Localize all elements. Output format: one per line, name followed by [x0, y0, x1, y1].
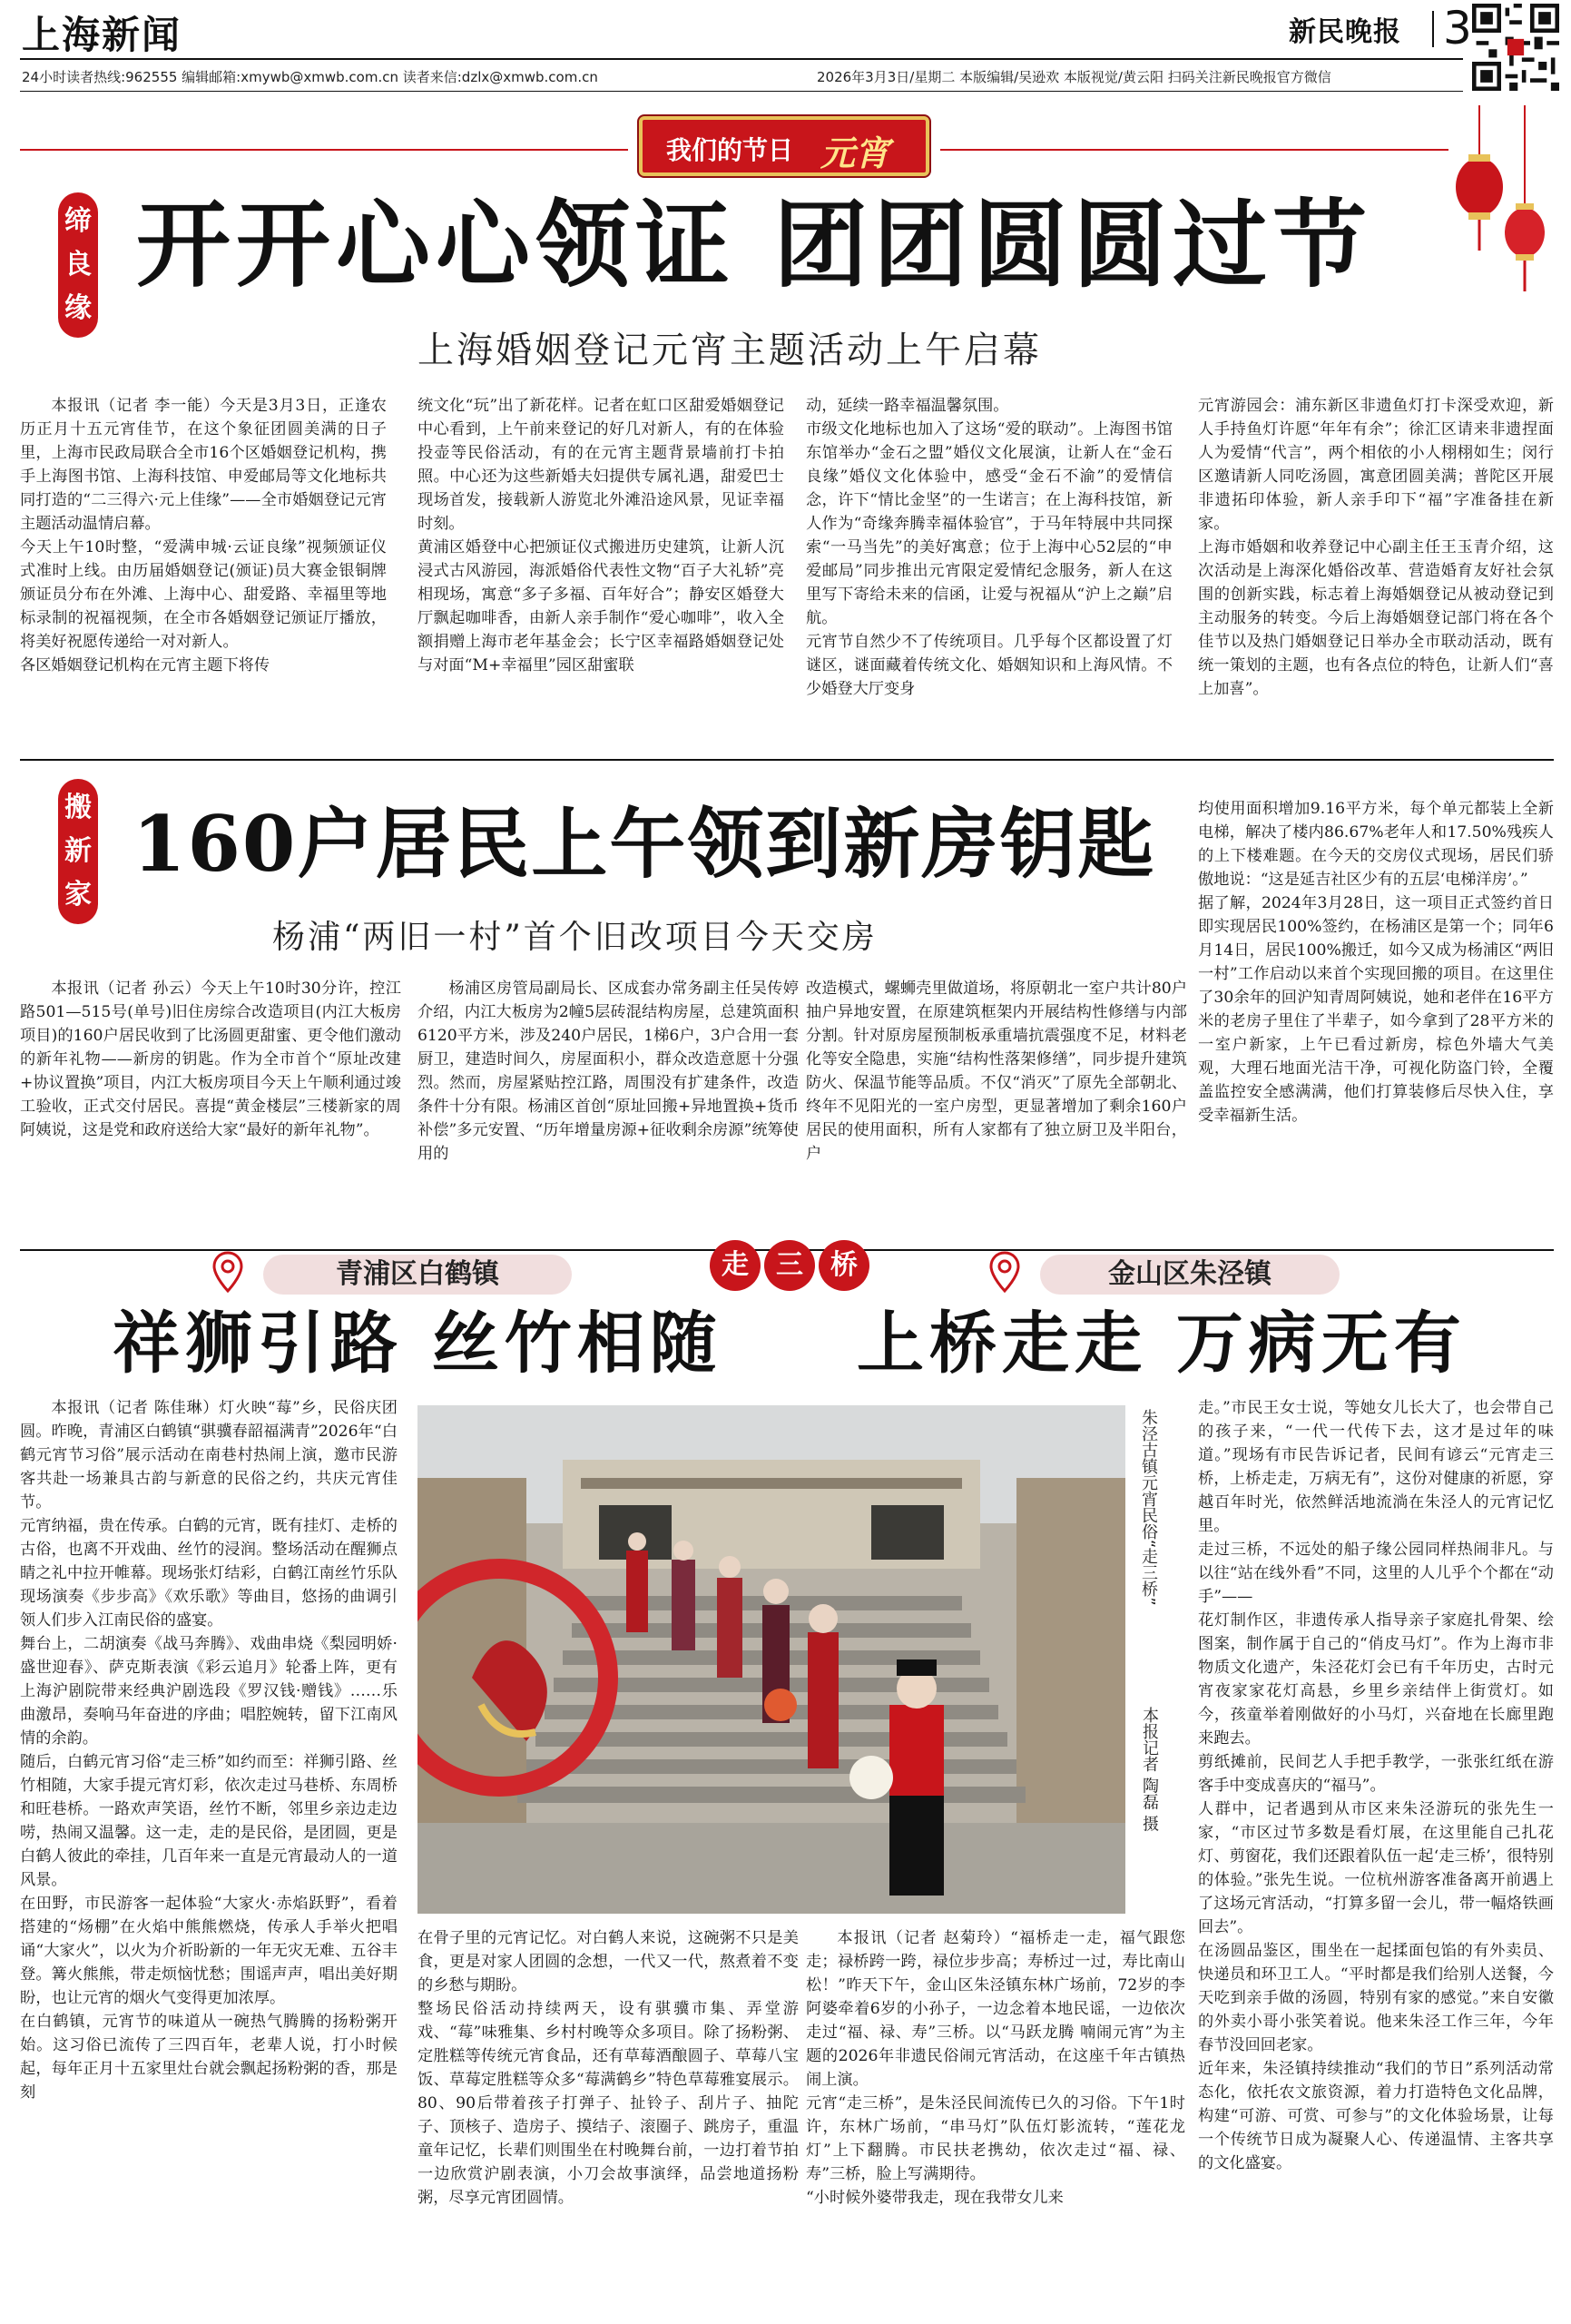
festival-photo-image	[417, 1405, 1125, 1914]
story-tag-char: 缘	[64, 292, 92, 324]
bridge-tag-char: 三	[764, 1240, 815, 1291]
story1-col4-text: 元宵游园会：浦东新区非遗鱼灯打卡深受欢迎，新人手持鱼灯许愿“年年有余”；徐汇区请来非遗捏面人为爱情“代言”，两个相依的小人栩栩如生；闵行区邀请新人同吃汤圆，寓意团圆美满；普陀区开展非遗拓印体验，新人亲手印下“福”字准备挂在新家。 上海市婚姻和收养登记中心副主任王玉青介绍，这次活动是上海深化婚俗改革、营造婚育友好社会氛围的创新实践，标志着上海婚姻登记从被动登记到主动服务的转变。今后上海婚姻登记部门将在各个佳节以及热门婚姻登记日举办全市联动活动，既有统一策划的主题，也有各点位的特色，让新人们“喜上加喜”。	[1198, 397, 1554, 698]
story3-right-col2-text: 走。”市民王女士说，等她女儿长大了，也会带自己的孩子来，“一代一代传下去，这才是过年的味道。”现场有市民告诉记者，民间有谚云“元宵走三桥，上桥走走，万病无有”，这份对健康的祈愿，穿越百年时光，依然鲜活地流淌在朱泾人的元宵记忆里。 走过三桥，不远处的船子缘公园同样热闹非凡。与以往“站在线外看”不同，这里的人儿乎个个都在“动手”—— 花灯制作区，非遗传承人指导亲子家庭扎骨架、绘图案，制作属于自己的“俏皮马灯”。作为上海市非物质文化遗产，朱泾花灯会已有千年历史，古时元宵夜家家花灯高悬，乡里乡亲结伴上街赏灯。如今，孩童举着刚做好的小马灯，兴奋地在长廊里跑来跑去。 剪纸摊前，民间艺人手把手教学，一张张红纸在游客手中变成喜庆的“福马”。 人群中，记者遇到从市区来朱泾游玩的张先生一家，“市区过节多数是看灯展，在这里能自己扎花灯、剪窗花，我们还跟着队伍一起‘走三桥’，很特别的体验。”张先生说。一位杭州游客准备离开前遇上了这场元宵活动，“打算多留一会儿，带一幅烙铁画回去”。 在汤圆品鉴区，围坐在一起揉面包馅的有外卖员、快递员和环卫工人。“平时都是我们给别人送餐，今天吃到亲手做的汤圆，特别有家的感觉。”来自安徽的外卖小哥小张笑着说。他来朱泾工作三年，今年春节没回回老家。 近年来，朱泾镇持续推动“我们的节日”系列活动常态化，依托农文旅资源，着力打造特色文化品牌，构建“可游、可赏、可参与”的文化体验场景，让每一个传统节日成为凝聚人心、传递温情、主客共享的文化盛宴。	[1198, 1399, 1554, 2172]
story2-col4	[1198, 797, 1554, 1240]
story1-col2	[417, 394, 784, 748]
banner-rule	[940, 149, 1448, 151]
bridge-tag	[710, 1233, 869, 1298]
story2-col3	[806, 977, 1187, 1240]
photo-credit: 本报记者 陶磊 摄	[1140, 1707, 1159, 1832]
qr-code-icon[interactable]	[1472, 4, 1559, 91]
location-pin-icon	[989, 1251, 1020, 1293]
location-label-right: 金山区朱泾镇	[1040, 1255, 1340, 1295]
story3-mid-col-text: 在骨子里的元宵记忆。对白鹤人来说，这碗粥不只是美食，更是对家人团圆的念想，一代又一代，熬煮着不变的乡愁与期盼。 整场民俗活动持续两天，设有骐骥市集、弄堂游戏、“莓”味雅集、乡村村晚等众多项目。除了扬粉粥、定胜糕等传统元宵食品，还有草莓酒酿圆子、草莓八宝饭、草莓定胜糕等众多“莓满鹤乡”特色草莓雅宴展示。80、90后带着孩子打弹子、扯铃子、刮片子、抽陀子、顶核子、造房子、摸结子、滚圈子、跳房子，重温童年记忆，长辈们则围坐在村晚舞台前，一边打着节拍一边欣赏沪剧表演，小刀会故事演绎，品尝地道扬粉粥，尽享元宵团圆情。	[417, 1929, 799, 2207]
story3-left-headline: 祥狮引路 丝竹相随	[113, 1305, 722, 1383]
story1-col2-text: 统文化“玩”出了新花样。记者在虹口区甜爱婚姻登记中心看到，上午前来登记的好几对新人，有的在体验投壶等民俗活动，有的在元宵主题背景墙前打卡拍照。中心还为这些新婚夫妇提供专属礼遇，甜爱巴士现场首发，接载新人游览北外滩沿途风景，见证幸福时刻。 黄浦区婚登中心把颁证仪式搬进历史建筑，让新人沉浸式古风游园，海派婚俗代表性文物“百子大礼轿”亮相现场，寓意“多子多福、百年好合”；静安区婚登大厅飘起咖啡香，由新人亲手制作“爱心咖啡”，收入全额捐赠上海市老年基金会；长宁区幸福路婚姻登记处与对面“M+幸福里”园区甜蜜联	[417, 397, 784, 675]
banner-label: 我们的节日	[666, 135, 794, 165]
story1-col3	[806, 394, 1173, 748]
story3-left-col	[20, 1396, 398, 2313]
story-tag-char: 搬	[64, 792, 92, 823]
masthead-bottom-rule	[20, 91, 1463, 92]
story1-headline: 开开心心领证 团团圆圆过节	[136, 190, 1373, 300]
location-pin-icon	[212, 1251, 243, 1293]
story-tag-marriage	[58, 192, 98, 338]
banner-rule	[20, 149, 628, 151]
story1-subhead: 上海婚姻登记元宵主题活动上午启幕	[417, 330, 1042, 371]
story2-col4-text: 均使用面积增加9.16平方米，每个单元都装上全新电梯，解决了楼内86.67%老年人和17.50%残疾人的上下楼难题。在今天的交房仪式现场，居民们骄傲地说：“这是延吉社区少有的五层‘电梯洋房’。” 据了解，2024年3月28日，这一项目正式签约首日即实现居民100%签约，在杨浦区是第一个；同年6月14日，居民100%搬迁，如今又成为杨浦区“两旧一村”工作启动以来首个实现回搬的项目。在这里住了30余年的回沪知青周阿姨说，她和老伴在16平方米的老房子里住了半辈子，如今拿到了28平方米的一室户新家，上午已看过新房，棕色外墙大气美观，大理石地面光洁干净，可视化防盗门铃，全覆盖监控安全感满满，他们打算装修后尽快入住，享受幸福新生活。	[1198, 800, 1554, 1125]
festival-photo	[417, 1405, 1125, 1914]
photo-caption: 朱泾古镇元宵民俗“走三桥”	[1139, 1409, 1158, 1606]
bridge-tag-char: 桥	[819, 1240, 869, 1291]
banner-festival: 元宵	[820, 133, 890, 173]
story1-col4	[1198, 394, 1554, 748]
story2-headline: 160户居民上午领到新房钥匙	[133, 799, 1156, 889]
reader-hotline: 24小时读者热线:962555 编辑邮箱:xmywb@xmwb.com.cn 读者来信:dzlx@xmwb.com.cn	[22, 69, 598, 85]
masthead	[0, 0, 1571, 91]
story3-mid-col	[417, 1926, 799, 2315]
story-tag-char: 缔	[64, 205, 92, 237]
story2-subhead: 杨浦“两旧一村”首个旧改项目今天交房	[272, 919, 878, 956]
story3-right-col2	[1198, 1396, 1554, 2315]
story-tag-char: 新	[64, 835, 92, 867]
story2-col2-text: 杨浦区房管局副局长、区成套办常务副主任吴传婷介绍，内江大板房为2幢5层砖混结构房屋，总建筑面积6120平方米，涉及240户居民，1梯6户，3户合用一套厨卫，建造时间久，房屋面积小，群众改造意愿十分强烈。然而，房屋紧贴控江路，周围没有扩建条件，改造条件十分有限。杨浦区首创“原址回搬+异地置换+货币补偿”多元安置、“历年增量房源+征收剩余房源”统筹使用的	[417, 980, 799, 1163]
story-tag-char: 家	[64, 879, 92, 911]
story2-col1	[20, 977, 401, 1240]
section-divider	[20, 759, 1554, 761]
page-number: 3	[1443, 2, 1472, 54]
story1-col1	[20, 394, 387, 748]
paper-logo: 新民晚报	[1289, 16, 1401, 48]
masthead-rule	[20, 58, 1463, 60]
story1-col1-text: 本报讯（记者 李一能）今天是3月3日，正逢农历正月十五元宵佳节，在这个象征团圆美满的日子里，上海市民政局联合全市16个区婚姻登记机构，携手上海图书馆、上海科技馆、申爱邮局等文化地标共同打造的“二三得六·元上佳缘”——全市婚姻登记元宵主题活动温情启幕。 今天上午10时整，“爱满申城·云证良缘”视频颁证仪式准时上线。由历届婚姻登记(颁证)员大赛金银铜牌颁证员分布在外滩、上海中心、甜爱路、幸福里等地标录制的祝福视频，在全市各婚姻登记颁证厅播放，将美好祝愿传递给一对对新人。 各区婚姻登记机构在元宵主题下将传	[20, 397, 387, 675]
story-tag-move	[58, 779, 98, 924]
story2-col2	[417, 977, 799, 1240]
story-tag-char: 良	[64, 249, 92, 281]
location-label-left: 青浦区白鹤镇	[263, 1255, 572, 1295]
story3-right-headline: 上桥走走 万病无有	[857, 1305, 1467, 1383]
lantern-icon	[1452, 105, 1552, 305]
story1-col3-text: 动，延续一路幸福温馨氛围。 市级文化地标也加入了这场“爱的联动”。上海图书馆东馆举办“金石之盟”婚仪文化展演，让新人在“金石良缘”婚仪文化体验中，感受“金石不渝”的爱情信念，许下“情比金坚”的一生诺言；在上海科技馆，新人作为“奇缘奔腾幸福体验官”，于马年特展中共同探索“一马当先”的美好寓意；位于上海中心52层的“申爱邮局”同步推出元宵限定爱情纪念服务，新人在这里写下寄给未来的信函，让爱与祝福从“沪上之巅”启航。 元宵节自然少不了传统项目。几乎每个区都设置了灯谜区，谜面藏着传统文化、婚姻知识和上海风情。不少婚登大厅变身	[806, 397, 1173, 698]
bridge-tag-char: 走	[710, 1240, 761, 1291]
dateline: 2026年3月3日/星期二 本版编辑/吴逊欢 本版视觉/黄云阳 扫码关注新民晚报官方微信	[817, 69, 1331, 85]
story2-col1-text: 本报讯（记者 孙云）今天上午10时30分许，控江路501—515号(单号)旧住房综合改造项目(内江大板房项目)的160户居民收到了比汤圆更甜蜜、更令他们激动的新年礼物——新房的钥匙。作为全市首个“原址改建+协议置换”项目，内江大板房项目今天上午顺利通过竣工验收，正式交付居民。喜提“黄金楼层”三楼新家的周阿姨说，这是党和政府送给大家“最好的新年礼物”。	[20, 980, 401, 1139]
page-number-divider	[1432, 11, 1434, 47]
story3-right-col1-text: 本报讯（记者 赵菊玲）“福桥走一走，福气跟您走；禄桥跨一跨，禄位步步高；寿桥过一过，寿比南山松！”昨天下午，金山区朱泾镇东林广场前，72岁的李阿婆牵着6岁的小孙子，一边念着本地民谣，一边依次走过“福、禄、寿”三桥。以“马跃龙腾 喃闹元宵”为主题的2026年非遗民俗闹元宵活动，在这座千年古镇热闹上演。 元宵“走三桥”，是朱泾民间流传已久的习俗。下午1时许，东林广场前，“串马灯”队伍灯影流转，“莲花龙灯”上下翻腾。市民扶老携幼，依次走过“福、禄、寿”三桥，脸上写满期待。 “小时候外婆带我走，现在我带女儿来	[806, 1929, 1185, 2207]
festival-banner	[639, 116, 929, 176]
section-title: 上海新闻	[22, 13, 182, 57]
story3-right-col1	[806, 1926, 1185, 2315]
story2-col3-text: 改造模式，螺蛳壳里做道场，将原朝北一室户共计80户抽户异地安置，在原建筑框架内开展结构性修缮与内部分割。针对原房屋预制板承重墙抗震强度不足，材料老化等安全隐患，实施“结构性落架修缮”，同步提升建筑防火、保温节能等品质。不仅“消灭”了原先全部朝北、终年不见阳光的一室户房型，更显著增加了剩余160户居民的使用面积，所有人家都有了独立厨卫及半阳台，户	[806, 980, 1187, 1163]
story3-left-col-text: 本报讯（记者 陈佳琳）灯火映“莓”乡，民俗庆团圆。昨晚，青浦区白鹤镇“骐骥春韶福满青”2026年“白鹤元宵节习俗”展示活动在南巷村热闹上演，邀市民游客共赴一场兼具古韵与新意的民俗之约，共庆元宵佳节。 元宵纳福，贵在传承。白鹤的元宵，既有挂灯、走桥的古俗，也离不开戏曲、丝竹的浸润。整场活动在醒狮点睛之礼中拉开帷幕。现场张灯结彩，白鹤江南丝竹乐队现场演奏《步步高》《欢乐歌》等曲目，悠扬的曲调引领人们步入江南民俗的盛宴。 舞台上，二胡演奏《战马奔腾》、戏曲串烧《梨园明娇·盛世迎春》、萨克斯表演《彩云追月》轮番上阵，更有上海沪剧院带来经典沪剧选段《罗汉钱·赠钱》……乐曲激昂，奏响马年奋进的序曲；唱腔婉转，留下江南风情的余韵。 随后，白鹤元宵习俗“走三桥”如约而至：祥狮引路、丝竹相随，大家手提元宵灯彩，依次走过马巷桥、东周桥和旺巷桥。一路欢声笑语，丝竹不断，邻里乡亲边走边唠，热闹又温馨。这一走，走的是民俗，是团圆，更是白鹤人彼此的牵挂，几百年来一直是元宵最动人的一道风景。 在田野，市民游客一起体验“大家火·赤焰跃野”，看着搭建的“炀棚”在火焰中熊熊燃烧，传承人手举火把唱诵“大家火”，以火为介祈盼新的一年无灾无难、五谷丰登。篝火熊熊，带走烦恼忧愁；围谣声声，唱出美好期盼，也让元宵的烟火气变得更加浓厚。 在白鹤镇，元宵节的味道从一碗热气腾腾的扬粉粥开始。这习俗已流传了三四百年，老辈人说，打小时候起，每年正月十五家里灶台就会飘起扬粉粥的香，那是刻	[20, 1399, 398, 2102]
